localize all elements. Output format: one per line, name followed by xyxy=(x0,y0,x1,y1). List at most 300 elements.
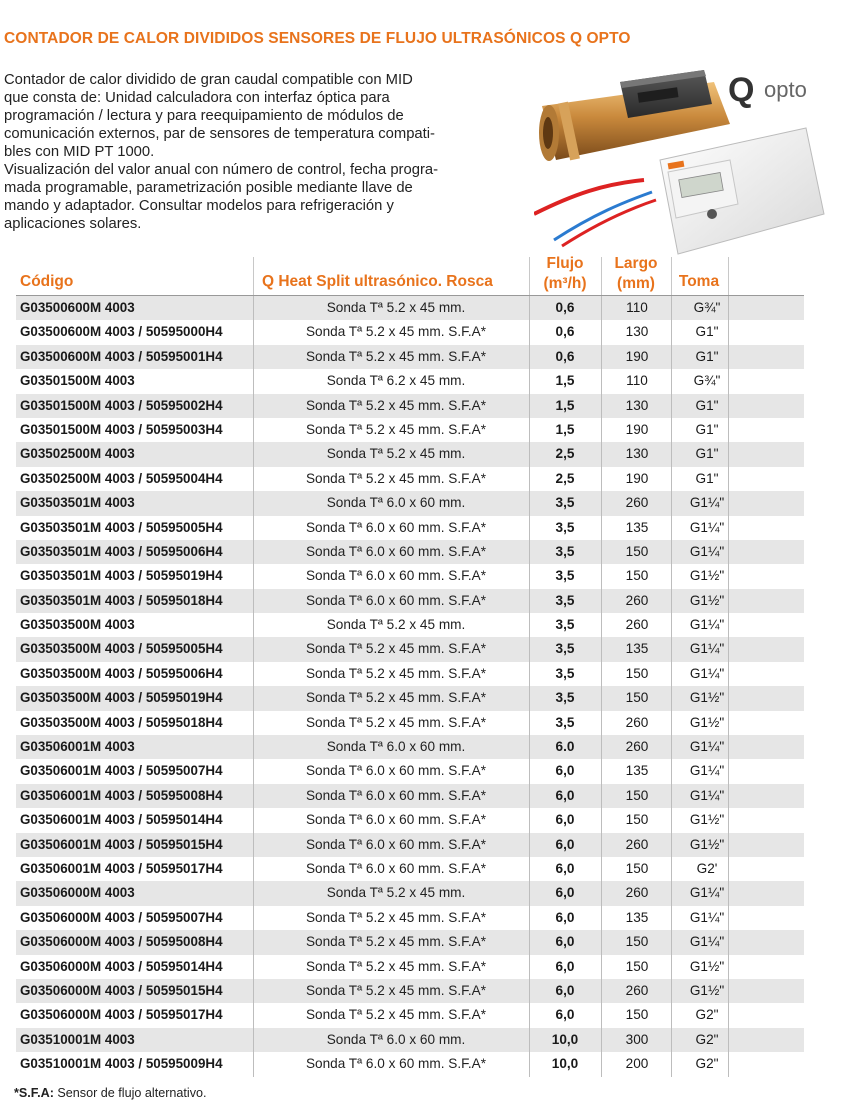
cell-toma: G1¼" xyxy=(689,763,725,779)
cell-description: Sonda Tª 5.2 x 45 mm. S.F.A* xyxy=(305,982,487,998)
table-row xyxy=(16,540,804,564)
column-divider xyxy=(671,369,672,393)
column-divider xyxy=(253,711,254,735)
cell-toma: G1¼" xyxy=(689,519,725,535)
column-divider xyxy=(253,930,254,954)
cell-toma: G1¼" xyxy=(689,495,725,511)
cell-length: 150 xyxy=(625,690,649,706)
column-divider xyxy=(728,662,729,686)
description-line: Visualización del valor anual con número de control, fecha progra- xyxy=(4,162,439,178)
column-divider xyxy=(671,686,672,710)
cell-length: 260 xyxy=(625,885,649,901)
cell-code: G03506000M 4003 / 50595015H4 xyxy=(20,982,223,998)
cell-toma: G2" xyxy=(695,1031,719,1047)
cell-length: 135 xyxy=(625,641,649,657)
column-divider xyxy=(253,979,254,1003)
column-divider xyxy=(253,857,254,881)
table-row xyxy=(16,418,804,442)
table-row xyxy=(16,369,804,393)
column-divider xyxy=(671,833,672,857)
table-row xyxy=(16,394,804,418)
cell-length: 150 xyxy=(625,568,649,584)
cell-toma: G1½" xyxy=(689,568,725,584)
cell-length: 260 xyxy=(625,714,649,730)
column-divider xyxy=(529,759,530,783)
cell-description: Sonda Tª 6.0 x 60 mm. S.F.A* xyxy=(305,812,487,828)
cell-toma: G2' xyxy=(696,860,718,876)
column-divider xyxy=(253,1028,254,1052)
column-divider xyxy=(601,564,602,588)
cell-flow: 3,5 xyxy=(555,543,575,559)
cell-description: Sonda Tª 5.2 x 45 mm. xyxy=(326,617,466,633)
column-divider xyxy=(671,442,672,466)
cell-description: Sonda Tª 5.2 x 45 mm. S.F.A* xyxy=(305,348,487,364)
cell-description: Sonda Tª 6.0 x 60 mm. xyxy=(326,1031,466,1047)
column-divider xyxy=(601,394,602,418)
column-divider xyxy=(529,662,530,686)
column-divider xyxy=(601,808,602,832)
table-row xyxy=(16,979,804,1003)
product-description xyxy=(4,71,534,233)
column-divider xyxy=(253,442,254,466)
column-divider xyxy=(601,320,602,344)
column-divider xyxy=(671,735,672,759)
column-divider xyxy=(529,979,530,1003)
table-row xyxy=(16,491,804,515)
cell-toma: G1¼" xyxy=(689,543,725,559)
column-divider xyxy=(671,467,672,491)
column-divider xyxy=(253,1003,254,1027)
cell-toma: G1¼" xyxy=(689,909,725,925)
table-row xyxy=(16,955,804,979)
cell-code: G03506001M 4003 / 50595017H4 xyxy=(20,860,223,876)
cell-length: 260 xyxy=(625,592,649,608)
footnote-term: *S.F.A: xyxy=(14,1086,54,1100)
cell-length: 150 xyxy=(625,665,649,681)
column-divider xyxy=(601,979,602,1003)
table-row xyxy=(16,516,804,540)
cell-length: 150 xyxy=(625,812,649,828)
cell-code: G03510001M 4003 / 50595009H4 xyxy=(20,1056,223,1072)
cell-code: G03503500M 4003 / 50595018H4 xyxy=(20,714,223,730)
column-divider xyxy=(529,711,530,735)
cell-description: Sonda Tª 5.2 x 45 mm. S.F.A* xyxy=(305,934,487,950)
column-divider xyxy=(728,589,729,613)
cell-flow: 6,0 xyxy=(555,787,575,803)
cell-description: Sonda Tª 5.2 x 45 mm. S.F.A* xyxy=(305,641,487,657)
table-row xyxy=(16,1003,804,1027)
cell-code: G03503501M 4003 / 50595018H4 xyxy=(20,592,223,608)
cell-length: 130 xyxy=(625,324,649,340)
cell-code: G03503500M 4003 xyxy=(20,617,135,633)
cell-code: G03506000M 4003 / 50595007H4 xyxy=(20,909,223,925)
column-divider xyxy=(671,394,672,418)
column-divider xyxy=(728,979,729,1003)
column-divider xyxy=(529,1028,530,1052)
cell-length: 150 xyxy=(625,787,649,803)
cell-description: Sonda Tª 5.2 x 45 mm. S.F.A* xyxy=(305,324,487,340)
table-row xyxy=(16,345,804,369)
cell-length: 260 xyxy=(625,495,649,511)
column-divider xyxy=(671,784,672,808)
cell-length: 190 xyxy=(625,348,649,364)
column-divider xyxy=(601,833,602,857)
table-row xyxy=(16,1028,804,1052)
column-divider xyxy=(671,857,672,881)
col-header-length-line1: Largo xyxy=(614,255,658,272)
cell-description: Sonda Tª 5.2 x 45 mm. xyxy=(326,885,466,901)
table-row xyxy=(16,833,804,857)
column-divider xyxy=(601,1003,602,1027)
cell-length: 260 xyxy=(625,982,649,998)
column-divider xyxy=(529,516,530,540)
cell-toma: G1½" xyxy=(689,714,725,730)
column-divider xyxy=(671,930,672,954)
column-divider xyxy=(601,1052,602,1076)
cell-description: Sonda Tª 5.2 x 45 mm. S.F.A* xyxy=(305,714,487,730)
column-divider xyxy=(529,735,530,759)
column-divider xyxy=(601,296,602,320)
cell-description: Sonda Tª 5.2 x 45 mm. S.F.A* xyxy=(305,690,487,706)
column-divider xyxy=(601,516,602,540)
cell-flow: 0,6 xyxy=(555,300,575,315)
column-divider xyxy=(529,613,530,637)
column-divider xyxy=(529,467,530,491)
cell-description: Sonda Tª 5.2 x 45 mm. S.F.A* xyxy=(305,470,487,486)
cell-code: G03501500M 4003 xyxy=(20,373,135,389)
column-divider xyxy=(253,808,254,832)
column-divider xyxy=(728,759,729,783)
cell-flow: 6,0 xyxy=(555,836,575,852)
column-divider xyxy=(728,296,729,320)
cell-code: G03503500M 4003 / 50595019H4 xyxy=(20,690,223,706)
column-divider xyxy=(728,467,729,491)
column-divider xyxy=(671,589,672,613)
cell-code: G03502500M 4003 xyxy=(20,446,135,462)
cell-length: 110 xyxy=(626,300,648,315)
cell-code: G03506001M 4003 / 50595007H4 xyxy=(20,763,223,779)
column-divider xyxy=(671,808,672,832)
cell-description: Sonda Tª 6.0 x 60 mm. S.F.A* xyxy=(305,519,487,535)
cell-length: 260 xyxy=(625,617,649,633)
cell-description: Sonda Tª 5.2 x 45 mm. xyxy=(326,446,466,462)
table-row xyxy=(16,637,804,661)
column-divider xyxy=(253,296,254,320)
cell-length: 150 xyxy=(625,1007,649,1023)
footnote-text: Sensor de flujo alternativo. xyxy=(53,1086,207,1100)
cell-description: Sonda Tª 6.2 x 45 mm. xyxy=(326,373,466,389)
column-divider xyxy=(253,735,254,759)
column-divider xyxy=(671,418,672,442)
cell-flow: 10,0 xyxy=(551,1056,579,1072)
column-divider xyxy=(601,955,602,979)
column-divider xyxy=(728,418,729,442)
cell-flow: 3,5 xyxy=(555,641,575,657)
column-divider xyxy=(671,613,672,637)
column-divider xyxy=(529,589,530,613)
column-divider xyxy=(253,784,254,808)
cell-toma: G1½" xyxy=(689,982,725,998)
cell-description: Sonda Tª 6.0 x 60 mm. S.F.A* xyxy=(305,836,487,852)
description-line: mada programable, parametrización posible mediante llave de xyxy=(4,180,413,196)
cell-toma: G¾" xyxy=(693,300,721,315)
col-header-flow-line1: Flujo xyxy=(546,255,584,272)
cell-flow: 6,0 xyxy=(555,860,575,876)
cell-flow: 3,5 xyxy=(555,690,575,706)
cell-flow: 2,5 xyxy=(555,446,575,462)
cell-description: Sonda Tª 5.2 x 45 mm. S.F.A* xyxy=(305,665,487,681)
column-divider xyxy=(728,1003,729,1027)
column-divider xyxy=(671,516,672,540)
cell-toma: G1" xyxy=(695,397,719,413)
description-line: mando y adaptador. Consultar modelos para refrigeración y xyxy=(4,198,394,214)
q-opto-logo xyxy=(728,72,828,108)
column-divider xyxy=(728,784,729,808)
column-divider xyxy=(529,857,530,881)
table-row xyxy=(16,735,804,759)
cell-length: 200 xyxy=(625,1056,649,1072)
cell-code: G03502500M 4003 / 50595004H4 xyxy=(20,470,223,486)
column-divider xyxy=(671,296,672,320)
column-divider xyxy=(728,369,729,393)
cell-length: 135 xyxy=(625,763,649,779)
column-divider xyxy=(671,759,672,783)
column-divider xyxy=(671,491,672,515)
column-divider xyxy=(529,784,530,808)
cell-code: G03503501M 4003 xyxy=(20,495,135,511)
column-divider xyxy=(529,881,530,905)
cell-flow: 6,0 xyxy=(555,982,575,998)
cell-flow: 3,5 xyxy=(555,665,575,681)
column-divider xyxy=(671,637,672,661)
cell-flow: 3,5 xyxy=(555,519,575,535)
column-divider xyxy=(601,881,602,905)
cell-toma: G1¼" xyxy=(689,885,725,901)
column-divider xyxy=(253,686,254,710)
column-divider xyxy=(728,345,729,369)
column-divider xyxy=(601,442,602,466)
cell-code: G03506000M 4003 / 50595017H4 xyxy=(20,1007,223,1023)
table-row xyxy=(16,296,804,320)
column-divider xyxy=(529,564,530,588)
cell-description: Sonda Tª 6.0 x 60 mm. S.F.A* xyxy=(305,860,487,876)
cell-flow: 2,5 xyxy=(555,470,575,486)
cell-description: Sonda Tª 5.2 x 45 mm. S.F.A* xyxy=(305,397,487,413)
cell-flow: 6,0 xyxy=(555,1007,575,1023)
cell-code: G03500600M 4003 / 50595001H4 xyxy=(20,348,223,364)
column-divider xyxy=(671,955,672,979)
table-row xyxy=(16,930,804,954)
cell-code: G03500600M 4003 / 50595000H4 xyxy=(20,324,223,340)
table-row xyxy=(16,711,804,735)
column-divider xyxy=(671,711,672,735)
cell-length: 130 xyxy=(625,446,649,462)
table-row xyxy=(16,564,804,588)
table-row xyxy=(16,759,804,783)
cell-toma: G1" xyxy=(695,470,719,486)
col-header-toma: Toma xyxy=(678,273,720,290)
column-divider xyxy=(728,930,729,954)
column-divider xyxy=(253,955,254,979)
column-divider xyxy=(253,881,254,905)
col-header-code: Código xyxy=(20,273,74,290)
cell-code: G03506000M 4003 / 50595014H4 xyxy=(20,958,223,974)
column-divider xyxy=(728,857,729,881)
table-row xyxy=(16,1052,804,1076)
column-divider xyxy=(728,955,729,979)
column-divider xyxy=(529,491,530,515)
column-divider xyxy=(601,662,602,686)
column-divider xyxy=(728,491,729,515)
description-line: aplicaciones solares. xyxy=(4,216,142,232)
column-divider xyxy=(529,808,530,832)
table-row xyxy=(16,467,804,491)
cell-code: G03503501M 4003 / 50595005H4 xyxy=(20,519,223,535)
column-divider xyxy=(253,320,254,344)
column-divider xyxy=(601,369,602,393)
col-header-desc: Q Heat Split ultrasónico. Rosca xyxy=(262,273,493,290)
cell-length: 300 xyxy=(625,1031,649,1047)
cell-description: Sonda Tª 6.0 x 60 mm. S.F.A* xyxy=(305,1056,487,1072)
column-divider xyxy=(671,345,672,369)
column-divider xyxy=(253,394,254,418)
cell-flow: 6,0 xyxy=(555,812,575,828)
cell-description: Sonda Tª 6.0 x 60 mm. S.F.A* xyxy=(305,592,487,608)
description-line: bles con MID PT 1000. xyxy=(4,144,155,160)
column-divider xyxy=(253,516,254,540)
column-divider xyxy=(253,418,254,442)
cell-code: G03503500M 4003 / 50595006H4 xyxy=(20,665,223,681)
cell-description: Sonda Tª 6.0 x 60 mm. S.F.A* xyxy=(305,543,487,559)
column-divider xyxy=(671,881,672,905)
column-divider xyxy=(671,540,672,564)
table-row xyxy=(16,613,804,637)
cell-code: G03503501M 4003 / 50595019H4 xyxy=(20,568,223,584)
table-row xyxy=(16,320,804,344)
column-divider xyxy=(601,711,602,735)
cell-length: 150 xyxy=(625,860,649,876)
column-divider xyxy=(601,613,602,637)
column-divider xyxy=(601,759,602,783)
header-divider xyxy=(253,257,254,295)
cell-length: 190 xyxy=(625,470,649,486)
cell-description: Sonda Tª 5.2 x 45 mm. S.F.A* xyxy=(305,958,487,974)
cell-toma: G1½" xyxy=(689,958,725,974)
column-divider xyxy=(728,881,729,905)
cell-flow: 3,5 xyxy=(555,592,575,608)
cell-description: Sonda Tª 6.0 x 60 mm. xyxy=(326,495,466,511)
cell-flow: 6,0 xyxy=(555,885,575,901)
cell-flow: 0,6 xyxy=(555,348,575,364)
cell-flow: 6,0 xyxy=(555,909,575,925)
table-row xyxy=(16,857,804,881)
column-divider xyxy=(601,637,602,661)
cell-toma: G1¼" xyxy=(689,787,725,803)
column-divider xyxy=(601,930,602,954)
column-divider xyxy=(253,369,254,393)
cell-toma: G1" xyxy=(695,348,719,364)
cell-flow: 6.0 xyxy=(555,739,575,755)
column-divider xyxy=(671,564,672,588)
cell-description: Sonda Tª 5.2 x 45 mm. S.F.A* xyxy=(305,421,487,437)
table-row xyxy=(16,906,804,930)
column-divider xyxy=(601,735,602,759)
cell-flow: 3,5 xyxy=(555,617,575,633)
cell-code: G03503501M 4003 / 50595006H4 xyxy=(20,543,223,559)
cell-toma: G1½" xyxy=(689,592,725,608)
column-divider xyxy=(728,516,729,540)
column-divider xyxy=(529,296,530,320)
column-divider xyxy=(529,418,530,442)
cell-code: G03501500M 4003 / 50595002H4 xyxy=(20,397,223,413)
table-row xyxy=(16,662,804,686)
column-divider xyxy=(529,320,530,344)
cell-code: G03506000M 4003 / 50595008H4 xyxy=(20,934,223,950)
cell-flow: 1,5 xyxy=(555,421,575,437)
column-divider xyxy=(253,540,254,564)
column-divider xyxy=(728,1028,729,1052)
column-divider xyxy=(529,540,530,564)
cell-flow: 6,0 xyxy=(555,934,575,950)
column-divider xyxy=(601,540,602,564)
cell-description: Sonda Tª 5.2 x 45 mm. xyxy=(326,300,466,315)
column-divider xyxy=(671,1028,672,1052)
column-divider xyxy=(601,467,602,491)
cell-length: 150 xyxy=(625,958,649,974)
cell-flow: 6,0 xyxy=(555,763,575,779)
cell-length: 110 xyxy=(626,373,648,389)
column-divider xyxy=(529,1003,530,1027)
column-divider xyxy=(601,589,602,613)
column-divider xyxy=(253,662,254,686)
column-divider xyxy=(529,833,530,857)
column-divider xyxy=(253,345,254,369)
cell-code: G03503500M 4003 / 50595005H4 xyxy=(20,641,223,657)
table-row xyxy=(16,784,804,808)
cell-toma: G1¼" xyxy=(689,934,725,950)
cell-code: G03510001M 4003 xyxy=(20,1031,135,1047)
column-divider xyxy=(253,491,254,515)
cell-code: G03501500M 4003 / 50595003H4 xyxy=(20,421,223,437)
column-divider xyxy=(529,345,530,369)
column-divider xyxy=(253,564,254,588)
cell-flow: 6,0 xyxy=(555,958,575,974)
column-divider xyxy=(728,637,729,661)
description-line: Contador de calor dividido de gran caudal compatible con MID xyxy=(4,72,413,88)
cell-toma: G1" xyxy=(695,421,719,437)
cell-toma: G2" xyxy=(695,1056,719,1072)
column-divider xyxy=(529,930,530,954)
cell-length: 150 xyxy=(625,543,649,559)
column-divider xyxy=(253,613,254,637)
column-divider xyxy=(253,1052,254,1076)
cell-code: G03506000M 4003 xyxy=(20,885,135,901)
description-line: comunicación externos, par de sensores de temperatura compati- xyxy=(4,126,435,142)
product-table-body xyxy=(16,296,804,1077)
logo-mark: Q xyxy=(728,71,755,109)
cell-length: 260 xyxy=(625,836,649,852)
column-divider xyxy=(601,686,602,710)
column-divider xyxy=(728,906,729,930)
column-divider xyxy=(671,979,672,1003)
cell-code: G03506001M 4003 / 50595008H4 xyxy=(20,787,223,803)
column-divider xyxy=(253,759,254,783)
cell-description: Sonda Tª 6.0 x 60 mm. S.F.A* xyxy=(305,787,487,803)
table-row xyxy=(16,686,804,710)
cell-toma: G1½" xyxy=(689,812,725,828)
column-divider xyxy=(529,686,530,710)
column-divider xyxy=(253,637,254,661)
